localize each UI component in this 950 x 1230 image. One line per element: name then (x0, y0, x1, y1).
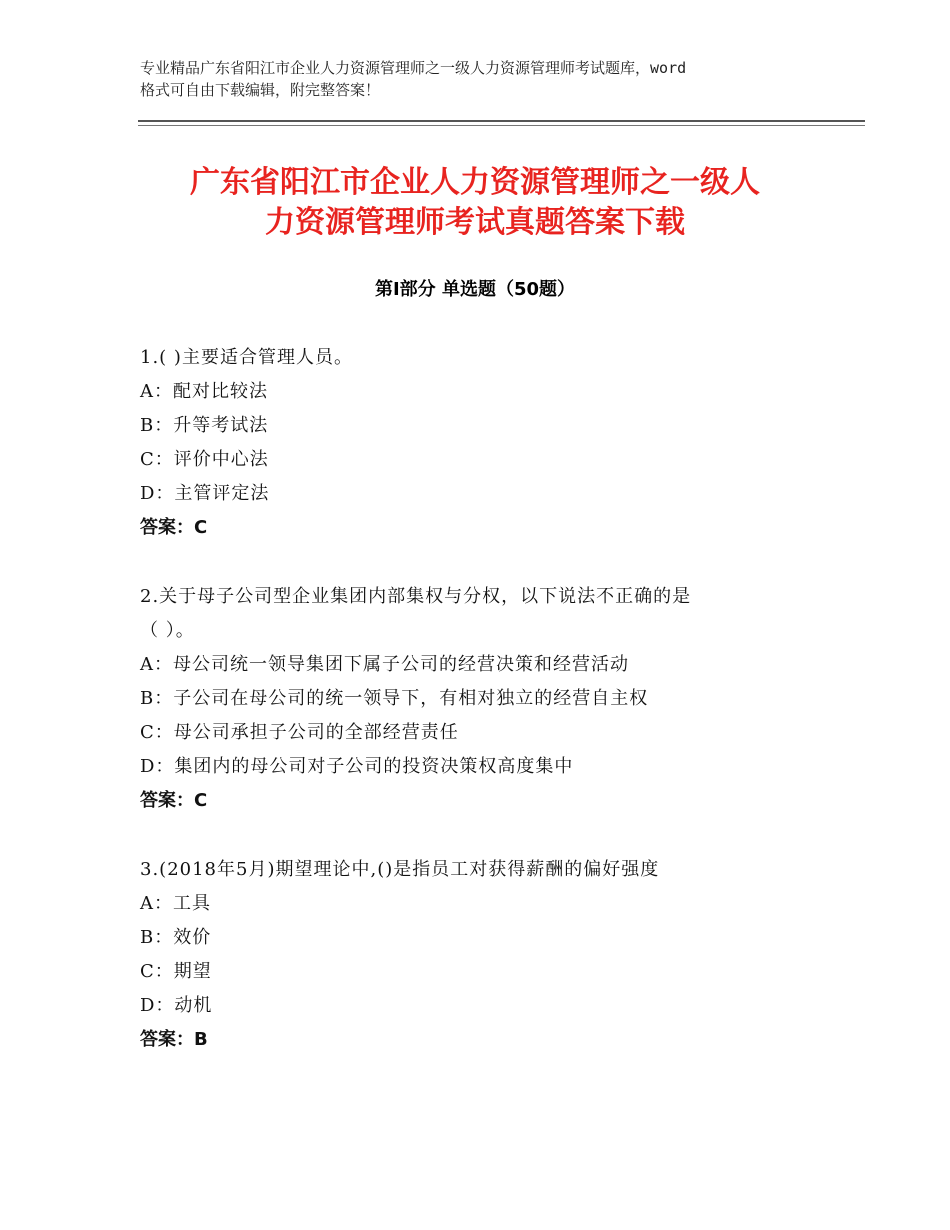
question-1 (140, 341, 840, 545)
answer: 答案：C (140, 790, 208, 811)
option-d: D：集团内的母公司对子公司的投资决策权高度集中 (140, 756, 574, 777)
answer: 答案：B (140, 1029, 208, 1050)
question-stem-cont: （ ）。 (140, 620, 195, 641)
title-line-2: 力资源管理师考试真题答案下载 (265, 205, 685, 240)
question-3 (140, 853, 840, 1057)
title-line-1: 广东省阳江市企业人力资源管理师之一级人 (190, 165, 760, 200)
section-heading: 第Ⅰ部分 单选题（50题） (374, 279, 575, 300)
answer: 答案：C (140, 517, 208, 538)
header-line-1: 专业精品广东省阳江市企业人力资源管理师之一级人力资源管理师考试题库，word (140, 59, 687, 77)
option-a: A：工具 (140, 893, 211, 914)
option-d: D：动机 (140, 995, 213, 1016)
option-a: A：母公司统一领导集团下属子公司的经营决策和经营活动 (140, 654, 629, 675)
option-d: D：主管评定法 (140, 483, 270, 504)
header-rule-thin (138, 125, 865, 126)
header-line-2: 格式可自由下载编辑，附完整答案！ (140, 81, 381, 99)
header-rule-thick (138, 120, 865, 122)
header-note (140, 57, 830, 101)
option-a: A：配对比较法 (140, 381, 268, 402)
option-c: C：评价中心法 (140, 449, 269, 470)
option-b: B：子公司在母公司的统一领导下，有相对独立的经营自主权 (140, 688, 649, 709)
option-c: C：母公司承担子公司的全部经营责任 (140, 722, 459, 743)
question-2 (140, 580, 840, 818)
option-b: B：升等考试法 (140, 415, 269, 436)
question-stem: 3.(2018年5月)期望理论中,()是指员工对获得薪酬的偏好强度 (140, 859, 660, 880)
document-title (140, 163, 810, 243)
option-b: B：效价 (140, 927, 212, 948)
question-stem: 1.( )主要适合管理人员。 (140, 347, 353, 368)
question-stem: 2.关于母子公司型企业集团内部集权与分权，以下说法不正确的是 (140, 586, 692, 607)
option-c: C：期望 (140, 961, 212, 982)
